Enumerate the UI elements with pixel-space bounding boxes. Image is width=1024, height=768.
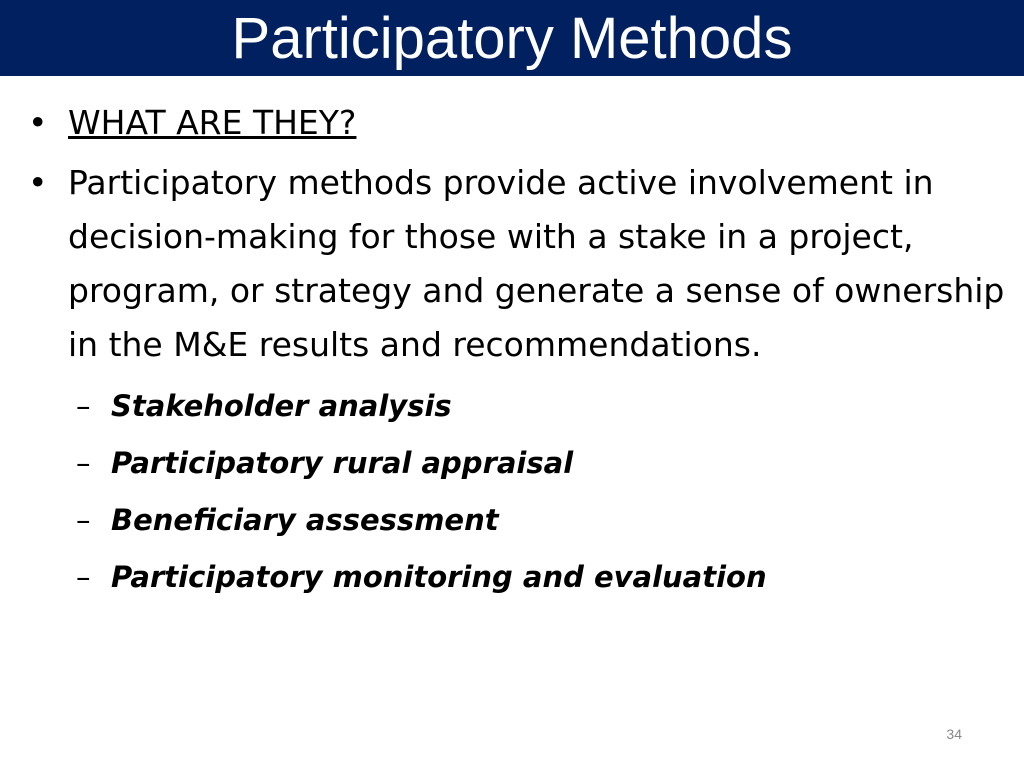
bullet-item bbox=[28, 156, 1008, 372]
dash-icon: – bbox=[76, 446, 91, 480]
sub-item-text: Participatory rural appraisal bbox=[111, 446, 574, 480]
dash-icon: – bbox=[76, 389, 91, 423]
dash-icon: – bbox=[76, 560, 91, 594]
sub-list-item bbox=[28, 549, 1008, 606]
sub-item-text: Stakeholder analysis bbox=[111, 389, 452, 423]
bullet-text: WHAT ARE THEY? bbox=[68, 103, 357, 142]
bullet-icon: • bbox=[28, 103, 48, 142]
sub-list-item bbox=[28, 435, 1008, 492]
sub-list-item bbox=[28, 492, 1008, 549]
sub-item-text: Participatory monitoring and evaluation bbox=[111, 560, 767, 594]
dash-icon: – bbox=[76, 503, 91, 537]
sub-list-item bbox=[28, 378, 1008, 435]
bullet-item bbox=[28, 96, 1008, 150]
slide-content bbox=[28, 96, 1008, 606]
sub-list bbox=[28, 378, 1008, 606]
title-bar bbox=[0, 0, 1024, 76]
page-number: 34 bbox=[946, 726, 962, 742]
bullet-text: Participatory methods provide active involvement in decision-making for those with a stake in a project, program, or strategy and generate a sense of ownership in the M&E results and recommendations. bbox=[68, 163, 1005, 364]
sub-item-text: Beneficiary assessment bbox=[111, 503, 499, 537]
slide-title: Participatory Methods bbox=[231, 6, 793, 71]
bullet-icon: • bbox=[28, 163, 48, 202]
